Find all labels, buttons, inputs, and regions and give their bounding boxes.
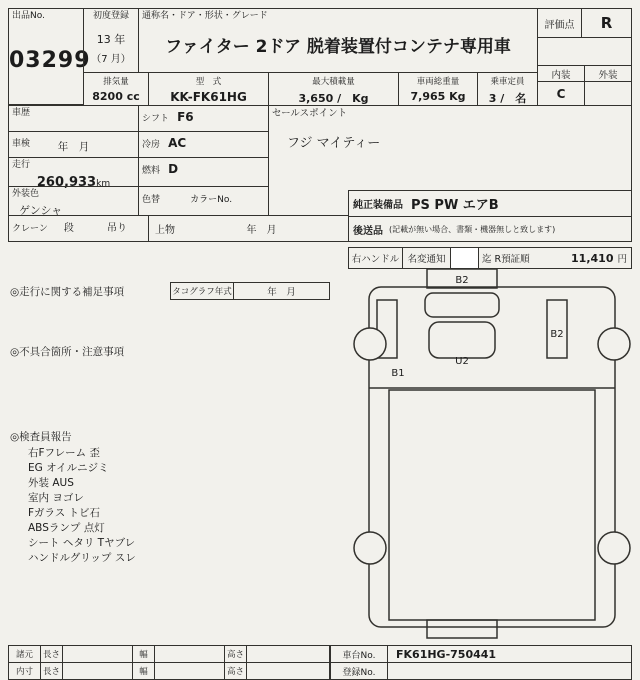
chassis-number-row [330,645,632,663]
chassis-number-value: FK61HG-750441 [387,645,632,663]
later-shipment-box [348,216,632,242]
interior-label: 内装 [538,66,585,81]
exterior-grade [585,82,631,105]
first-registration-label: 初度登録 [92,11,129,21]
mileage-label: 走行 [12,160,31,170]
gross-weight-box [398,72,478,106]
exterior-color-box [8,186,139,216]
crane-box [8,215,149,242]
model-code-value: KK-FK61HG [170,90,247,104]
inner-row-label: 内寸 [8,662,41,680]
damage-mark-b1-left: B1 [391,368,405,379]
score-empty-box [537,37,632,66]
mileage-box [8,157,139,191]
capacity-label: 乗車定員 [490,77,525,87]
shaken-label: 車検 [12,139,31,149]
later-shipment-note: (記載が無い場合、書類・機器無しと致します) [389,224,556,234]
yen-label: 円 [617,254,627,265]
shift-box [138,105,269,132]
front-right-wheel [598,328,630,360]
interior-exterior-values [538,82,631,105]
sales-point-label: セールスポイント [272,108,348,119]
inspector-item: 室内 ヨゴレ [28,492,84,504]
deposit-amount: 11,410 [571,251,614,265]
payload-label: 最大積載量 [312,77,355,87]
height-value [246,662,330,680]
cab-roof-outline [429,322,495,358]
height-value [246,645,330,663]
first-registration-year: 13 年 [96,33,126,47]
rear-right-wheel [598,532,630,564]
front-left-wheel [354,328,386,360]
displacement-label: 排気量 [103,77,129,87]
exterior-color-label: 外装色 [12,189,40,199]
height-label: 高さ [224,662,247,680]
sales-point-value: フジ マイティー [287,135,381,151]
first-registration-month: （7 月） [91,54,131,66]
shift-value: F6 [177,110,194,124]
payload-value: 3,650 / Kg [298,92,369,105]
crane-tsuri: 吊り [107,223,128,234]
upper-body-value: 年 月 [246,225,277,236]
damage-mark-b2-right: B2 [550,329,564,340]
score-value: R [600,14,613,32]
shift-label: シフト [142,114,170,124]
exterior-color-value: ゲンシャ [19,204,63,218]
mileage-value: 260,933 [36,175,97,191]
first-registration-box [83,8,139,73]
later-shipment-label: 後送品 [353,225,383,237]
width-label: 幅 [132,645,155,663]
vehicle-diagram [350,264,634,644]
width-value [154,662,225,680]
inspector-heading: ◎検査員報告 [10,431,72,443]
width-label: 幅 [132,662,155,680]
length-value [62,645,133,663]
width-value [154,645,225,663]
fuel-value: D [168,162,179,176]
inspector-item: EG オイルニジミ [28,462,109,474]
inspector-item: 右Fフレーム 歪 [28,447,100,459]
cargo-box-outline [389,390,595,620]
ac-value: AC [168,136,187,150]
repaint-label: 色替 [142,195,161,205]
chassis-number-label: 車台No. [330,645,388,663]
history-label: 車歴 [12,108,31,118]
crane-dan: 段 [63,223,74,234]
length-value [62,662,133,680]
interior-exterior-header [538,66,631,82]
inspector-item: ハンドルグリップ スレ [28,552,136,564]
equipment-value: PS PW エアB [411,198,499,213]
exterior-label: 外装 [598,69,618,81]
model-code-label: 型 式 [195,77,222,87]
interior-grade: C [538,82,585,105]
history-box [8,105,139,132]
ac-box [138,131,269,158]
vehicle-body-outline [369,287,615,627]
gross-weight-value: 7,965 Kg [410,90,466,103]
inspector-item: シート ヘタリ Tヤブレ [28,537,136,549]
registration-number-value [387,662,632,680]
crane-label: クレーン [12,224,48,234]
equipment-box [348,190,632,217]
damage-mark-b2-top: B2 [455,275,469,286]
registration-number-label: 登録No. [330,662,388,680]
capacity-value: 3 / 名 [488,92,527,105]
upper-body-label: 上物 [155,225,175,236]
mileage-unit: km [96,179,111,190]
lot-number: 03299 [9,48,91,74]
fuel-box [138,157,269,187]
rear-bumper-outline [427,620,497,638]
right-handle-label: 右ハンドル [349,248,403,268]
until-label: 迄 [482,254,492,265]
tachograph-value-box: 年 月 [233,282,330,300]
windshield-outline [425,293,499,317]
tachograph-label-box: タコグラフ年式 [170,282,234,300]
shaken-box [8,131,139,158]
name-change-label: 名変通知 [403,248,451,268]
dimensions-row-inner [8,662,330,680]
interior-exterior-box [537,65,632,106]
fuel-label: 燃料 [142,166,161,176]
upper-body-box [148,215,349,242]
equipment-label: 純正装備品 [353,200,403,211]
height-label: 高さ [224,645,247,663]
dimensions-row-spec [8,645,330,663]
deposit-label: R預証順 [494,254,530,265]
length-label: 長さ [40,645,63,663]
shaken-value: 年 月 [57,141,90,153]
inspector-item: ABSランプ 点灯 [28,522,105,534]
capacity-box [477,72,538,106]
displacement-box [83,72,149,106]
defect-heading: ◎不具合箇所・注意事項 [10,346,125,358]
gross-weight-label: 車両総重量 [416,77,460,87]
lot-number-label: 出品No. [12,11,45,21]
score-box [537,8,632,38]
length-label: 長さ [40,662,63,680]
inspector-item: 外装 AUS [28,477,74,489]
vehicle-title: ファイター 2ドア 脱着装置付コンテナ専用車 [165,37,511,58]
color-no-label: カラーNo. [190,195,233,205]
lot-number-box [8,8,91,105]
inspector-item: Fガラス トビ石 [28,507,101,519]
mileage-note-heading: ◎走行に関する補足事項 [10,286,125,298]
vehicle-title-label: 通称名・ドア・形状・グレード [142,11,268,21]
spec-row-label: 諸元 [8,645,41,663]
displacement-value: 8200 cc [92,90,140,103]
registration-number-row [330,662,632,680]
repaint-box [138,186,269,216]
score-label: 評価点 [538,9,582,37]
rear-left-wheel [354,532,386,564]
damage-mark-u2-center: U2 [455,356,469,367]
ac-label: 冷房 [142,140,161,150]
model-code-box [148,72,269,106]
vehicle-title-box [138,8,538,73]
payload-box [268,72,399,106]
